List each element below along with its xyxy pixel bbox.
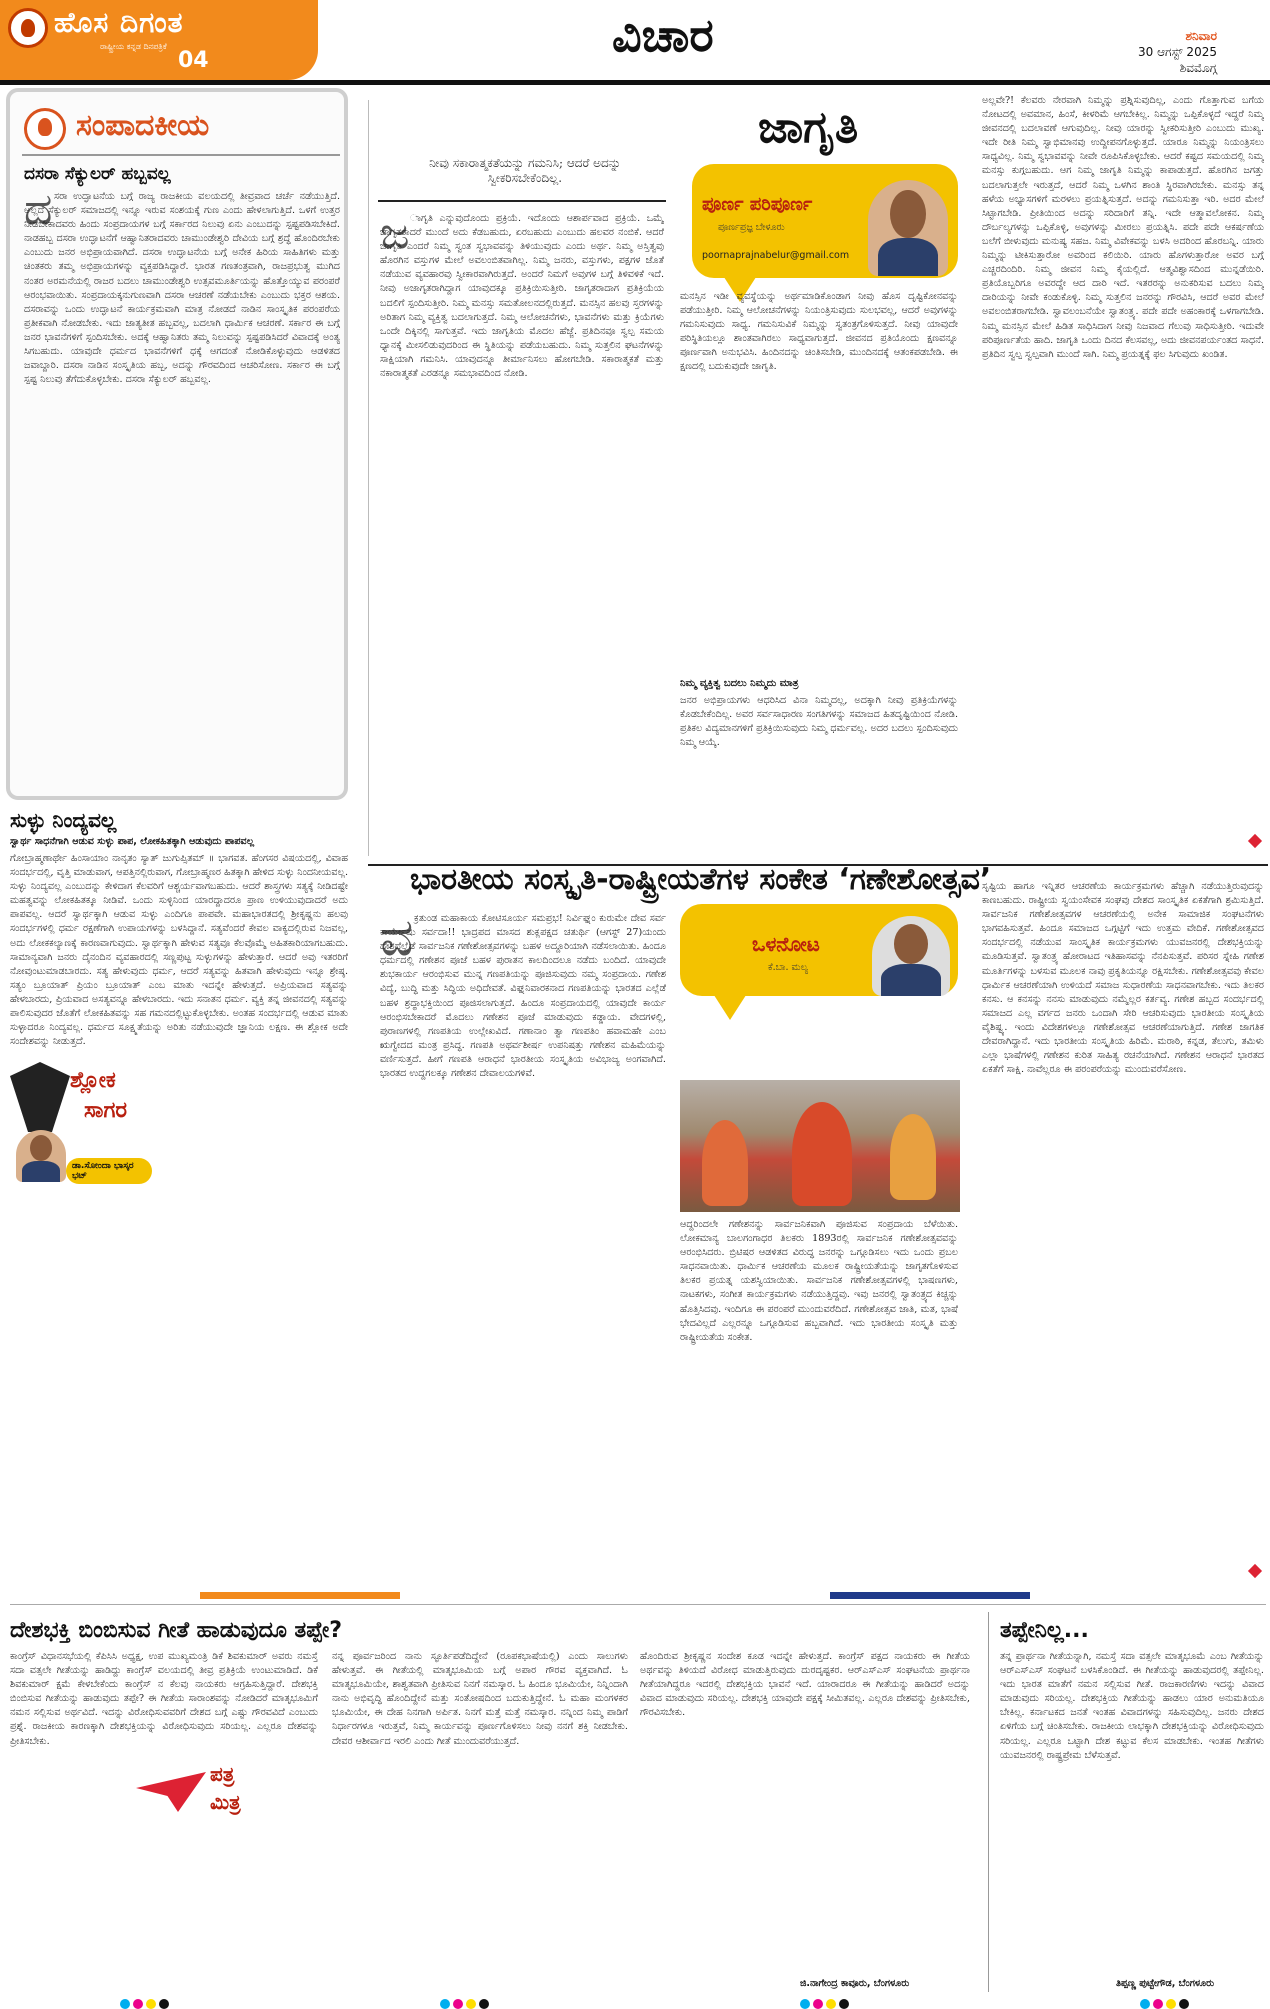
color-bar-blue xyxy=(830,1592,1030,1599)
shloka-subhead: ಸ್ವಾರ್ಥ ಸಾಧನೆಗಾಗಿ ಆಡುವ ಸುಳ್ಳು ಪಾಪ, ಲೋಕಹಿತಕ್ಕಾಗಿ ಆಡುವುದು ಪಾಪವಲ್ಲ xyxy=(10,836,255,847)
jagruti-dropcap: ಜ xyxy=(380,208,410,259)
letters-body-2: ನನ್ನ ಪೂರ್ವಜರಿಂದ ನಾನು ಸ್ಫೂರ್ತಿಪಡೆದಿದ್ದೇನೆ (ರೂಪಕಭಾಷೆಯಲ್ಲಿ) ಎಂದು ಸಾಲುಗಳು ಹೇಳುತ್ತವೆ. ಈ ಗೀತೆಯಲ್ಲಿ ಮಾತೃಭೂಮಿಯ ಬಗ್ಗೆ ಅಪಾರ ಗೌರವ ವ್ಯಕ್ತವಾಗಿದೆ. ಓ ಮಾತೃಭೂಮಿಯೇ, ಶಾಶ್ವತವಾಗಿ ಪ್ರೀತಿಸುವ ನಿನಗೆ ನಮಸ್ಕಾರ. ಓ ಹಿಂದೂ ಭೂಮಿಯೇ, ನಿನ್ನಿಂದಾಗಿ ನಾನು ಅಭಿವೃದ್ಧಿ ಹೊಂದಿದ್ದೇನೆ ಮತ್ತು ಸಂತೋಷದಿಂದ ಬದುಕುತ್ತಿದ್ದೇನೆ. ಓ ಮಹಾ ಮಂಗಳಕರ ಭೂಮಿಯೇ, ಈ ದೇಹ ನಿನಗಾಗಿ ಅರ್ಪಿತ. ನಿನಗೆ ಮತ್ತೆ ಮತ್ತೆ ನಮಸ್ಕಾರ. ನನ್ನಿಂದ ನಿಮ್ಮ ಪಾಡಿಗೆ ನಿರ್ಧಾರಗಳೂ ಇರುತ್ತವೆ, ನಿಮ್ಮ ಕಾರ್ಯವನ್ನು ಪೂರ್ಣಗೊಳಿಸಲು ನೀವು ನನಗೆ ಶಕ್ತಿ ನೀಡಬೇಕು. ದೇವರ ಆಶೀರ್ವಾದ ಇರಲಿ ಎಂದು ಗೀತೆ ಮುಂದುವರೆಯುತ್ತದೆ. xyxy=(332,1651,628,1747)
column-rule xyxy=(988,1612,989,1992)
columnist-label: ಒಳನೋಟ xyxy=(752,932,820,956)
letters-signature: ಜಿ.ನಾಗೇಂದ್ರ ಕಾವೂರು, ಬೆಂಗಳೂರು xyxy=(800,1978,910,1989)
shloka-author: ಡಾ.ಸೋಂದಾ ಭಾಸ್ಕರ ಭಟ್ xyxy=(66,1158,152,1184)
ganesh-headline: ಭಾರತೀಯ ಸಂಸ್ಕೃತಿ-ರಾಷ್ಟ್ರೀಯತೆಗಳ ಸಂಕೇತ ‘ಗಣೇಶೋತ್ಸವ’ xyxy=(410,862,992,897)
jagruti-body-1: ಾಗೃತಿ ಎನ್ನುವುದೊಂದು ಪ್ರಕ್ರಿಯೆ. ಇದೊಂದು ಆಶಾರ್ಪವಾದ ಪ್ರಕ್ರಿಯೆ. ಒಮ್ಮೆ ಜಾಗೃತರಾದರೆ ಮುಂದೆ ಅದು ಕೆಡಬಹುದು, ಏರಬಹುದು ಎಂಬುದು ಹಲವರ ನಂಬಿಕೆ. ಆದರೆ ಜಾಗೃತಿ ಎಂದರೆ ನಿಮ್ಮ ಸ್ವಂತ ಸ್ವಭಾವವನ್ನು ತಿಳಿಯುವುದು ಎಂದು ಅರ್ಥ. ನಿಮ್ಮ ಅಸ್ತಿತ್ವವು ಹೊರಗಿನ ವಸ್ತುಗಳ ಮೇಲೆ ಅವಲಂಬಿತವಾಗಿಲ್ಲ. ನಿಮ್ಮ ಜನರು, ವಸ್ತುಗಳು, ಪಕ್ಷಗಳ ಜೊತೆ ನಡೆಯುವ ವ್ಯವಹಾರವು ಸ್ವೀಕಾರವಾಗಿರುತ್ತದೆ. ಅಂದರೆ ನಿಮಗೆ ಅವುಗಳ ಬಗ್ಗೆ ತಿಳಿವಳಿಕೆ ಇದೆ. ನೀವು ಅಜಾಗೃತರಾಗಿದ್ದಾಗ ಯಾವುದಕ್ಕೂ ಪ್ರತಿಕ್ರಿಯಿಸುತ್ತೀರಿ. ಜಾಗೃತರಾದಾಗ ಪ್ರತಿಕ್ರಿಯೆಯ ಬದಲಿಗೆ ಸ್ಪಂದಿಸುತ್ತೀರಿ. ನಿಮ್ಮ ಮನಸ್ಸು ಸಮತೋಲನದಲ್ಲಿರುತ್ತದೆ. ಮನಸ್ಸಿನ ಹಲವು ಸ್ತರಗಳನ್ನು ಅರಿತಾಗ ನಿಮ್ಮ ವ್ಯಕ್ತಿತ್ವ ಬದಲಾಗುತ್ತದೆ. ನಿಮ್ಮ ಆಲೋಚನೆಗಳು, ಭಾವನೆಗಳು ಮತ್ತು ಕ್ರಿಯೆಗಳು ಒಂದೇ ದಿಕ್ಕಿನಲ್ಲಿ ಸಾಗುತ್ತವೆ. ಇದು ಜಾಗೃತಿಯ ಮೊದಲ ಹೆಜ್ಜೆ. ಪ್ರತಿದಿನವೂ ಸ್ವಲ್ಪ ಸಮಯ ಧ್ಯಾನಕ್ಕೆ ಮೀಸಲಿಡುವುದರಿಂದ ಈ ಸ್ಥಿತಿಯನ್ನು ಪಡೆಯಬಹುದು. ನಿಮ್ಮ ಸುತ್ತಲಿನ ಘಟನೆಗಳನ್ನು ಸಾಕ್ಷಿಯಾಗಿ ಗಮನಿಸಿ. ಯಾವುದನ್ನೂ ತೀರ್ಮಾನಿಸಲು ಹೋಗಬೇಡಿ. ಸಕಾರಾತ್ಮಕತೆ ಮತ್ತು ನಕಾರಾತ್ಮಕತೆ ಎರಡನ್ನೂ ಸಮಭಾವದಿಂದ ನೋಡಿ. xyxy=(380,213,664,380)
registration-dots xyxy=(1140,1994,1192,2009)
ganesh-festival-photo xyxy=(680,1080,960,1212)
editorial-body: ಸರಾ ಉದ್ಘಾಟನೆಯ ಬಗ್ಗೆ ರಾಜ್ಯ ರಾಜಕೀಯ ವಲಯದಲ್ಲಿ ತೀವ್ರವಾದ ಚರ್ಚೆ ನಡೆಯುತ್ತಿದೆ. ಅಲ್ಲದೆ ಸೆಕ್ಯುಲರ್ ಸಮಾಜದಲ್ಲಿ ಇನ್ನೂ ಇರುವ ಸಂಶಯಕ್ಕೆ ಗುಣ ಎಂದು ಹೇಳಲಾಗುತ್ತಿದೆ. ಒಳಗೆ ಉತ್ತರ ನೀಡಬೇಕಾದವರು ಹಿಂದು ಸಂಪ್ರದಾಯಗಳ ಬಗ್ಗೆ ಸರ್ಕಾರದ ನಿಲುವು ಏನು ಎಂಬುದನ್ನು ಸ್ಪಷ್ಟಪಡಿಸಬೇಕಿದೆ. ನಾಡಹಬ್ಬ ದಸರಾ ಉದ್ಘಾಟನೆಗೆ ಆಹ್ವಾನಿತರಾದವರು ಚಾಮುಂಡೇಶ್ವರಿ ದೇವಿಯ ಬಗ್ಗೆ ಶ್ರದ್ಧೆ ಹೊಂದಿರಬೇಕು ಎಂಬುದು ಜನರ ಅಭಿಪ್ರಾಯವಾಗಿದೆ. ದಸರಾ ಉದ್ಘಾಟನೆಯ ಬಗ್ಗೆ ಅನೇಕ ಹಿರಿಯ ಸಾಹಿತಿಗಳು ಮತ್ತು ಚಿಂತಕರು ತಮ್ಮ ಅಭಿಪ್ರಾಯಗಳನ್ನು ವ್ಯಕ್ತಪಡಿಸಿದ್ದಾರೆ. ಭಾರತ ಗಣತಂತ್ರವಾಗಿ, ರಾಜಪ್ರಭುತ್ವ ಮುಗಿದ ನಂತರ ಅರಮನೆಯಲ್ಲಿ ರಾಜರ ಬದಲು ಚಾಮುಂಡೇಶ್ವರಿ ಉತ್ಸವಮೂರ್ತಿಯನ್ನು ಹೊತ್ತೊಯ್ಯುವ ಪರಂಪರೆ ಆರಂಭವಾಯಿತು. ಸಂಪ್ರದಾಯಕ್ಕನುಗುಣವಾಗಿ ದಸರಾ ಆಚರಣೆ ನಡೆಯಬೇಕು ಎಂಬುದು ಭಕ್ತರ ಆಶಯ. ದಸರಾವನ್ನು ಒಂದು ಉದ್ಘಾಟನೆ ಕಾರ್ಯಕ್ರಮವಾಗಿ ಮಾತ್ರ ನೋಡದೆ ನಾಡಿನ ಸಾಂಸ್ಕೃತಿಕ ಪರಂಪರೆಯ ಪ್ರತೀಕವಾಗಿ ನೋಡಬೇಕು. ಇದು ಜಾತ್ಯತೀತ ಹಬ್ಬವಲ್ಲ, ಬದಲಾಗಿ ಧಾರ್ಮಿಕ ಆಚರಣೆ. ಸರ್ಕಾರ ಈ ಬಗ್ಗೆ ಜನರ ಭಾವನೆಗಳಿಗೆ ಸ್ಪಂದಿಸಬೇಕು. ಅದಕ್ಕೆ ಆಹ್ವಾನಿತರು ತಮ್ಮ ನಿಲುವನ್ನು ಸ್ಪಷ್ಟಪಡಿಸಿದರೆ ವಿವಾದಕ್ಕೆ ಅಂತ್ಯ ಸಿಗಬಹುದು. ಯಾವುದೇ ಧರ್ಮದ ಭಾವನೆಗಳಿಗೆ ಧಕ್ಕೆ ಆಗದಂತೆ ನೋಡಿಕೊಳ್ಳುವುದು ಆಡಳಿತದ ಜವಾಬ್ದಾರಿ. ದಸರಾ ನಾಡಿನ ಸಂಸ್ಕೃತಿಯ ಹಬ್ಬ, ಅದನ್ನು ಗೌರವದಿಂದ ಆಚರಿಸೋಣ. ಸರ್ಕಾರ ಈ ಬಗ್ಗೆ ಸ್ಪಷ್ಟ ನಿಲುವು ತೆಗೆದುಕೊಳ್ಳಬೇಕು. ದಸರಾ ಸೆಕ್ಯುಲರ್ ಹಬ್ಬವಲ್ಲ. xyxy=(24,191,340,386)
registration-dots xyxy=(120,1994,172,2009)
shloka-badge-top: ಶ್ಲೋಕ xyxy=(70,1068,116,1093)
columnist-email: poornaprajnabelur@gmail.com xyxy=(702,250,850,261)
idol-figure xyxy=(792,1102,852,1206)
shloka-body-top: ಗೋಬ್ರಾಹ್ಮಣಾರ್ಥೇ ಹಿಂಸಾಯಾಂ ನಾನೃತಂ ಸ್ಯಾತ್ ಜುಗುಪ್ಸಿತಮ್ ॥ ಭಾಗವತ. ಹೆಂಗಸರ ವಿಷಯದಲ್ಲಿ, ವಿವಾಹ ಸಂದರ್ಭದಲ್ಲಿ, ವೃತ್ತಿ ಮಾಡುವಾಗ, ಆಪತ್ತಿನಲ್ಲಿರುವಾಗ, ಗೋಬ್ರಾಹ್ಮಣರ ಹಿತಕ್ಕಾಗಿ ಹೇಳಿದ ಸುಳ್ಳು ನಿಂದನೀಯವಲ್ಲ. ಸುಳ್ಳು ನಿಂದ್ಯವಲ್ಲ ಎಂಬುದನ್ನು ಕೇಳಿದಾಗ ಕೆಲವರಿಗೆ ಆಶ್ಚರ್ಯವಾಗಬಹುದು. ಆದರೆ ಶಾಸ್ತ್ರಗಳು ಸತ್ಯಕ್ಕೆ ನೀಡಿದಷ್ಟೇ ಮಹತ್ವವನ್ನು ಲೋಕಹಿತಕ್ಕೂ ನೀಡಿವೆ. ಒಂದು ಸುಳ್ಳಿನಿಂದ ಯಾರದ್ದಾದರೂ ಪ್ರಾಣ ಉಳಿಯುವುದಾದರೆ ಅದು ಪಾಪವಲ್ಲ. ಆದರೆ ಸ್ವಾರ್ಥಕ್ಕಾಗಿ ಆಡುವ ಸುಳ್ಳು ಎಂದಿಗೂ ಪಾಪವೇ. ಮಹಾಭಾರತದಲ್ಲಿ ಶ್ರೀಕೃಷ್ಣನು ಹಲವು ಸಂದರ್ಭಗಳಲ್ಲಿ ಧರ್ಮ ರಕ್ಷಣೆಗಾಗಿ ಉಪಾಯಗಳನ್ನು ಬಳಸಿದ್ದಾನೆ. ಸತ್ಯವೆಂದರೆ ಕೇವಲ ವಾಕ್ಯದಲ್ಲಿರುವ ನಿಜವಲ್ಲ, ಅದು ಲೋಕಕಲ್ಯಾಣಕ್ಕೆ ಕಾರಣವಾಗುವುದು. ಸ್ವಾರ್ಥಕ್ಕಾಗಿ ಹೇಳುವ ಸತ್ಯವೂ ಕೆಲವೊಮ್ಮೆ ಅಹಿತಕಾರಿಯಾಗಬಹುದು. ಸಾಮಾನ್ಯವಾಗಿ ಜನರು ದೈನಂದಿನ ವ್ಯವಹಾರದಲ್ಲಿ ಸಣ್ಣಪುಟ್ಟ ಸುಳ್ಳುಗಳನ್ನು ಹೇಳುತ್ತಾರೆ. ಆದರೆ ಅವು ಇತರರಿಗೆ ನೋವುಂಟುಮಾಡಬಾರದು. ಸತ್ಯ ಹೇಳುವುದು ಧರ್ಮ, ಆದರೆ ಸತ್ಯವನ್ನು ಹಿತವಾಗಿ ಹೇಳುವುದು ಇನ್ನೂ ಶ್ರೇಷ್ಠ. ಸತ್ಯಂ ಬ್ರೂಯಾತ್ ಪ್ರಿಯಂ ಬ್ರೂಯಾತ್ ಎಂಬ ಮಾತು ಇದನ್ನೇ ಹೇಳುತ್ತದೆ. ಅಪ್ರಿಯವಾದ ಸತ್ಯವನ್ನು ಹೇಳಬಾರದು, ಪ್ರಿಯವಾದ ಅಸತ್ಯವನ್ನೂ ಹೇಳಬಾರದು. ಇದು ಸನಾತನ ಧರ್ಮ. ವ್ಯಕ್ತಿ ತನ್ನ ಜೀವನದಲ್ಲಿ ಸತ್ಯವನ್ನು ಪಾಲಿಸುವುದರ ಜೊತೆಗೆ ಲೋಕಹಿತವನ್ನು ಸಹ ಗಮನದಲ್ಲಿಟ್ಟುಕೊಳ್ಳಬೇಕು. ಅಂತಹ ಸಂದರ್ಭದಲ್ಲಿ ಆಡುವ ಮಾತು ಸುಳ್ಳಾದರೂ ನಿಂದ್ಯವಲ್ಲ. ಧರ್ಮದ ಸೂಕ್ಷ್ಮತೆಯನ್ನು ಅರಿತು ನಡೆಯುವುದೇ ಜ್ಞಾನಿಯ ಲಕ್ಷಣ. ಈ ಶ್ಲೋಕ ಅದೇ ಸಂದೇಶವನ್ನು ನೀಡುತ್ತದೆ. xyxy=(10,853,348,1048)
editorial-headline: ದಸರಾ ಸೆಕ್ಯುಲರ್ ಹಬ್ಬವಲ್ಲ xyxy=(24,164,171,184)
letters-headline: ದೇಶಭಕ್ತಿ ಬಿಂಬಿಸುವ ಗೀತೆ ಹಾಡುವುದೂ ತಪ್ಪೇ? xyxy=(10,1618,342,1643)
jagruti-subhead: ನಿಮ್ಮ ವ್ಯಕ್ತಿತ್ವ ಬದಲು ನಿಮ್ಮದು ಮಾತ್ರ xyxy=(680,678,799,689)
section-title: ವಿಚಾರ xyxy=(612,8,714,62)
registration-dots xyxy=(440,1994,492,2009)
jagruti-title: ಜಾಗೃತಿ xyxy=(758,102,859,153)
registration-dots xyxy=(800,1994,852,2009)
column-rule xyxy=(368,100,369,856)
shloka-badge-bottom: ಸಾಗರ xyxy=(84,1098,127,1123)
jagruti-body-2: ಮನಸ್ಸಿನ ಇಡೀ ವ್ಯವಸ್ಥೆಯನ್ನು ಅರ್ಥಮಾಡಿಕೊಂಡಾಗ ನೀವು ಹೊಸ ದೃಷ್ಟಿಕೋನವನ್ನು ಪಡೆಯುತ್ತೀರಿ. ನಿಮ್ಮ ಆಲೋಚನೆಗಳನ್ನು ನಿಯಂತ್ರಿಸುವುದು ಸುಲಭವಲ್ಲ, ಆದರೆ ಅವುಗಳನ್ನು ಗಮನಿಸುವುದು ಸಾಧ್ಯ. ಗಮನಿಸುವಿಕೆ ನಿಮ್ಮನ್ನು ಸ್ವತಂತ್ರಗೊಳಿಸುತ್ತದೆ. ನೀವು ಯಾವುದೇ ಪರಿಸ್ಥಿತಿಯಲ್ಲೂ ಶಾಂತವಾಗಿರಲು ಸಾಧ್ಯವಾಗುತ್ತದೆ. ಜೀವನದ ಪ್ರತಿಯೊಂದು ಕ್ಷಣವನ್ನೂ ಪೂರ್ಣವಾಗಿ ಅನುಭವಿಸಿ. ಹಿಂದಿನದನ್ನು ಚಿಂತಿಸಬೇಡಿ, ಮುಂದಿನದಕ್ಕೆ ಆತಂಕಪಡಬೇಡಿ. ಈ ಕ್ಷಣದಲ್ಲಿ ಬದುಕುವುದೇ ಜಾಗೃತಿ. xyxy=(680,291,958,373)
jagruti-body-3: ಜನರ ಅಭಿಪ್ರಾಯಗಳು ಆಧರಿಸಿದ ವಿನಾ ನಿಮ್ಮದಲ್ಲ, ಅದಕ್ಕಾಗಿ ನೀವು ಪ್ರತಿಕ್ರಿಯೆಗಳನ್ನು ಕೊಡಬೇಕೆಂದಿಲ್ಲ. ಅವರ ಸರ್ವಸಾಧಾರಣ ಸಂಗತಿಗಳನ್ನು ಸಮಾಜದ ಹಿತದೃಷ್ಟಿಯಿಂದ ನೋಡಿ. ಪ್ರತಿಕಲ ವಿದ್ಯಮಾನಗಳಿಗೆ ಪ್ರತಿಕ್ರಿಯಿಸುವುದು ನಿಮ್ಮ ಧರ್ಮವಲ್ಲ. ಅದರ ಬದಲು ಸ್ಪಂದಿಸುವುದು ನಿಮ್ಮ ಆಯ್ಕೆ. xyxy=(680,695,958,749)
columnist-label: ಪೂರ್ಣ ಪರಿಪೂರ್ಣ xyxy=(702,194,813,215)
letters-badge-bottom: ಮಿತ್ರ xyxy=(210,1790,241,1814)
divider xyxy=(10,1604,1266,1605)
letters-right-body: ತನ್ನ ಪ್ರಾರ್ಥನಾ ಗೀತೆಯನ್ನಾಗಿ, ನಮಸ್ತೆ ಸದಾ ವತ್ಸಲೇ ಮಾತೃಭೂಮೆ ಎಂಬ ಗೀತೆಯನ್ನು ಆರ್‌ಎಸ್‌ಎಸ್ ಸಂಘಟನೆ ಬಳಸಿಕೊಂಡಿದೆ. ಈ ಗೀತೆಯನ್ನು ಹಾಡುವುದರಲ್ಲಿ ತಪ್ಪೇನಿಲ್ಲ. ಇದು ಭಾರತ ಮಾತೆಗೆ ನಮನ ಸಲ್ಲಿಸುವ ಗೀತೆ. ರಾಜಕಾರಣಿಗಳು ಇದನ್ನು ವಿವಾದ ಮಾಡುವುದು ಸರಿಯಲ್ಲ. ದೇಶಭಕ್ತಿಯ ಗೀತೆಯನ್ನು ಹಾಡಲು ಯಾರ ಅನುಮತಿಯೂ ಬೇಕಿಲ್ಲ. ಕರ್ನಾಟಕದ ಜನತೆ ಇಂತಹ ವಿವಾದಗಳನ್ನು ಸಹಿಸುವುದಿಲ್ಲ. ಜನರು ದೇಶದ ಏಳಿಗೆಯ ಬಗ್ಗೆ ಚಿಂತಿಸಬೇಕು. ರಾಜಕೀಯ ಲಾಭಕ್ಕಾಗಿ ದೇಶಭಕ್ತಿಯನ್ನು ವಿರೋಧಿಸುವುದು ಸರಿಯಲ್ಲ. ಎಲ್ಲರೂ ಒಟ್ಟಾಗಿ ದೇಶ ಕಟ್ಟುವ ಕೆಲಸ ಮಾಡಬೇಕು. ಇಂತಹ ಗೀತೆಗಳು ಯುವಜನರಲ್ಲಿ ರಾಷ್ಟ್ರಪ್ರೇಮ ಬೆಳೆಸುತ್ತವೆ. xyxy=(1000,1651,1264,1761)
divider xyxy=(22,154,340,156)
masthead-rule xyxy=(0,80,1270,85)
date: 30 ಆಗಸ್ಟ್ 2025 xyxy=(1138,45,1217,59)
letters-right-headline: ತಪ್ಪೇನಿಲ್ಲ... xyxy=(1000,1618,1089,1643)
ganesh-dropcap: ವ xyxy=(380,908,414,968)
editorial-emblem-icon xyxy=(24,108,66,150)
dateline xyxy=(1138,28,1217,76)
ganesh-body-3: ಸೃಷ್ಟಿಯ ಹಾಗೂ ಇನ್ನಿತರ ಆಚರಣೆಯ ಕಾರ್ಯಕ್ರಮಗಳು ಹೆಚ್ಚಾಗಿ ನಡೆಯುತ್ತಿರುವುದನ್ನು ಕಾಣಬಹುದು. ರಾಷ್ಟ್ರೀಯ ಸ್ವಯಂಸೇವಕ ಸಂಘವು ದೇಶದ ಸಾಂಸ್ಕೃತಿಕ ಏಕತೆಗಾಗಿ ಶ್ರಮಿಸುತ್ತಿದೆ. ಸಾರ್ವಜನಿಕ ಗಣೇಶೋತ್ಸವಗಳ ಆಚರಣೆಯಲ್ಲಿ ಅನೇಕ ಸಾಮಾಜಿಕ ಸಂಘಟನೆಗಳು ಭಾಗವಹಿಸುತ್ತವೆ. ಹಿಂದೂ ಸಮಾಜದ ಒಗ್ಗಟ್ಟಿಗೆ ಇದು ಉತ್ತಮ ವೇದಿಕೆ. ಗಣೇಶೋತ್ಸವದ ಸಂದರ್ಭದಲ್ಲಿ ನಡೆಯುವ ಸಾಂಸ್ಕೃತಿಕ ಕಾರ್ಯಕ್ರಮಗಳು ಯುವಜನರಲ್ಲಿ ದೇಶಭಕ್ತಿಯನ್ನು ಮೂಡಿಸುತ್ತವೆ. ಸ್ವಾತಂತ್ರ್ಯ ಹೋರಾಟದ ಇತಿಹಾಸವನ್ನು ನೆನಪಿಸುತ್ತವೆ. ಪರಿಸರ ಸ್ನೇಹಿ ಗಣೇಶ ಮೂರ್ತಿಗಳನ್ನು ಬಳಸುವ ಮೂಲಕ ನಾವು ಪ್ರಕೃತಿಯನ್ನೂ ರಕ್ಷಿಸಬೇಕು. ಗಣೇಶೋತ್ಸವವು ಕೇವಲ ಧಾರ್ಮಿಕ ಆಚರಣೆಯಾಗಿ ಉಳಿಯದೆ ಸಮಾಜ ಸುಧಾರಣೆಯ ಸಾಧನವಾಗಬೇಕು. ಇದು ತಿಲಕರ ಕನಸು. ಆ ಕನಸನ್ನು ನನಸು ಮಾಡುವುದು ನಮ್ಮೆಲ್ಲರ ಕರ್ತವ್ಯ. ಗಣೇಶ ಹಬ್ಬದ ಸಂದರ್ಭದಲ್ಲಿ ಸಮಾಜದ ಎಲ್ಲ ವರ್ಗದ ಜನರು ಒಂದಾಗಿ ಸೇರಿ ಆಚರಿಸುವುದು ಭಾರತೀಯ ಸಂಸ್ಕೃತಿಯ ವೈಶಿಷ್ಟ್ಯ. ಇಂದು ವಿದೇಶಗಳಲ್ಲೂ ಗಣೇಶೋತ್ಸವ ಆಚರಣೆಯಾಗುತ್ತಿದೆ. ಗಣೇಶ ಜಾಗತಿಕ ದೇವರಾಗಿದ್ದಾನೆ. ಇದು ಭಾರತೀಯ ಸಂಸ್ಕೃತಿಯ ಹಿರಿಮೆ. ಮರಾಠಿ, ಕನ್ನಡ, ತೆಲುಗು, ತಮಿಳು ಎಲ್ಲಾ ಭಾಷೆಗಳಲ್ಲಿ ಗಣೇಶನ ಕುರಿತ ಸಾಹಿತ್ಯ ರಚನೆಯಾಗಿದೆ. ಗಣೇಶನ ಆರಾಧನೆ ಭಾರತದ ಏಕತೆಗೆ ಸಾಕ್ಷಿ. ನಾವೆಲ್ಲರೂ ಈ ಪರಂಪರೆಯನ್ನು ಮುಂದುವರೆಸೋಣ. xyxy=(982,881,1264,1076)
columnist-author: ಪೂರ್ಣಪ್ರಜ್ಞ ಬೇಳೂರು xyxy=(718,222,785,233)
editorial-dropcap: ದ xyxy=(24,184,53,235)
divider xyxy=(378,200,666,202)
columnist-photo xyxy=(868,180,948,276)
brand-logo-block xyxy=(0,0,318,80)
edition-city: ಶಿವಮೊಗ್ಗ xyxy=(1179,61,1217,75)
jagruti-pull-quote: ನೀವು ಸಕಾರಾತ್ಮಕತೆಯನ್ನು ಗಮನಿಸಿ; ಆದರೆ ಅದನ್ನು ಸ್ವೀಕರಿಸಬೇಕೆಂದಿಲ್ಲ. xyxy=(429,156,621,185)
columnist-photo xyxy=(872,916,950,996)
editorial-label: ಸಂಪಾದಕೀಯ xyxy=(76,108,210,143)
idol-figure xyxy=(890,1114,936,1200)
letters-right-signature: ತಿಪ್ಪಣ್ಣ ಪುಟ್ಟೇಗೌಡ, ಬೆಂಗಳೂರು xyxy=(1116,1978,1215,1989)
callout-tail xyxy=(712,992,748,1020)
ganesh-body-1: ಕ್ರತುಂಡ ಮಹಾಕಾಯ ಕೋಟಿಸೂರ್ಯ ಸಮಪ್ರಭ! ನಿರ್ವಿಘ್ನಂ ಕುರುಮೇ ದೇವ ಸರ್ವ ಕಾರ್ಯೇಷು ಸರ್ವದಾ!! ಭಾದ್ರಪದ ಮಾಸದ ಶುಕ್ಲಪಕ್ಷದ ಚತುರ್ಥಿ (ಆಗಸ್ಟ್ 27)ಯಂದು ದೇಶದೆಲ್ಲೆಡೆ ಸಾರ್ವಜನಿಕ ಗಣೇಶೋತ್ಸವಗಳನ್ನು ಬಹಳ ಅದ್ದೂರಿಯಾಗಿ ನಡೆಸಲಾಯಿತು. ಹಿಂದೂ ಧರ್ಮದಲ್ಲಿ ಗಣೇಶನ ಪೂಜೆ ಬಹಳ ಪುರಾತನ ಕಾಲದಿಂದಲೂ ನಡೆದು ಬಂದಿದೆ. ಯಾವುದೇ ಶುಭಕಾರ್ಯ ಆರಂಭಿಸುವ ಮುನ್ನ ಗಣಪತಿಯನ್ನು ಪೂಜಿಸುವುದು ನಮ್ಮ ಸಂಪ್ರದಾಯ. ಗಣೇಶ ವಿದ್ಯೆ, ಬುದ್ಧಿ ಮತ್ತು ಸಿದ್ಧಿಯ ಅಧಿದೇವತೆ. ವಿಘ್ನನಿವಾರಕನಾದ ಗಣಪತಿಯನ್ನು ಭಾರತದ ಎಲ್ಲೆಡೆ ಬಹಳ ಶ್ರದ್ಧಾಭಕ್ತಿಯಿಂದ ಪೂಜಿಸಲಾಗುತ್ತದೆ. ಹಿಂದೂ ಸಂಪ್ರದಾಯದಲ್ಲಿ ಯಾವುದೇ ಕಾರ್ಯ ಆರಂಭಿಸಬೇಕಾದರೆ ಮೊದಲು ಗಣೇಶನ ಪೂಜೆ ಮಾಡುವುದು ಕಡ್ಡಾಯ. ವೇದಗಳಲ್ಲಿ, ಪುರಾಣಗಳಲ್ಲಿ ಗಣಪತಿಯ ಉಲ್ಲೇಖವಿದೆ. ಗಣಾನಾಂ ತ್ವಾ ಗಣಪತಿಂ ಹವಾಮಹೇ ಎಂಬ ಋಗ್ವೇದದ ಮಂತ್ರ ಪ್ರಸಿದ್ಧ. ಗಣಪತಿ ಅಥರ್ವಶೀರ್ಷ ಉಪನಿಷತ್ತು ಗಣೇಶನ ಮಹಿಮೆಯನ್ನು ವರ್ಣಿಸುತ್ತದೆ. ಹೀಗೆ ಗಣಪತಿ ಆರಾಧನೆ ಭಾರತೀಯ ಸಂಸ್ಕೃತಿಯ ಅವಿಭಾಜ್ಯ ಅಂಗವಾಗಿದೆ. ಭಾರತದ ಉದ್ದಗಲಕ್ಕೂ ಗಣೇಶನ ದೇವಾಲಯಗಳಿವೆ. xyxy=(380,913,666,1080)
ganesh-body-2: ಆದ್ದರಿಂದಲೇ ಗಣೇಶನನ್ನು ಸಾರ್ವಜನಿಕವಾಗಿ ಪೂಜಿಸುವ ಸಂಪ್ರದಾಯ ಬೆಳೆಯಿತು. ಲೋಕಮಾನ್ಯ ಬಾಲಗಂಗಾಧರ ತಿಲಕರು 1893ರಲ್ಲಿ ಸಾರ್ವಜನಿಕ ಗಣೇಶೋತ್ಸವವನ್ನು ಆರಂಭಿಸಿದರು. ಬ್ರಿಟಿಷರ ಆಡಳಿತದ ವಿರುದ್ಧ ಜನರನ್ನು ಒಗ್ಗೂಡಿಸಲು ಇದು ಒಂದು ಪ್ರಬಲ ಸಾಧನವಾಯಿತು. ಧಾರ್ಮಿಕ ಆಚರಣೆಯ ಮೂಲಕ ರಾಷ್ಟ್ರೀಯತೆಯನ್ನು ಜಾಗೃತಗೊಳಿಸುವ ತಿಲಕರ ಪ್ರಯತ್ನ ಯಶಸ್ವಿಯಾಯಿತು. ಸಾರ್ವಜನಿಕ ಗಣೇಶೋತ್ಸವಗಳಲ್ಲಿ ಭಾಷಣಗಳು, ನಾಟಕಗಳು, ಸಂಗೀತ ಕಾರ್ಯಕ್ರಮಗಳು ನಡೆಯುತ್ತಿದ್ದವು. ಇವು ಜನರಲ್ಲಿ ಸ್ವಾತಂತ್ರ್ಯದ ಕಿಚ್ಚನ್ನು ಹೊತ್ತಿಸಿದವು. ಇಂದಿಗೂ ಈ ಪರಂಪರೆ ಮುಂದುವರೆದಿದೆ. ಗಣೇಶೋತ್ಸವ ಜಾತಿ, ಮತ, ಭಾಷೆ ಭೇದವಿಲ್ಲದೆ ಎಲ್ಲರನ್ನೂ ಒಗ್ಗೂಡಿಸುವ ಹಬ್ಬವಾಗಿದೆ. ಇದು ಭಾರತೀಯ ಸಂಸ್ಕೃತಿ ಮತ್ತು ರಾಷ್ಟ್ರೀಯತೆಯ ಸಂಕೇತ. xyxy=(680,1219,958,1343)
paper-tagline: ರಾಷ್ಟ್ರೀಯ ಕನ್ನಡ ದಿನಪತ್ರಿಕೆ xyxy=(100,42,167,51)
jagruti-body-4: ಅಲ್ಲವೇ?! ಕೆಲವರು ನೇರವಾಗಿ ನಿಮ್ಮನ್ನು ಪ್ರಶ್ನಿಸುವುದಿಲ್ಲ, ಎಂದು ಗೊತ್ತಾಗುವ ಬಗೆಯ ನೋಟದಲ್ಲಿ ಅವಮಾನ, ಹಿಂಸೆ, ಕೀಳರಿಮೆ ಆಗಬೇಕಿಲ್ಲ. ನಿಮ್ಮನ್ನು ಒಪ್ಪಿಕೊಳ್ಳದೆ ಇದ್ದರೆ ನಿಮ್ಮ ಜೀವನದಲ್ಲಿ ಬದಲಾವಣೆ ಆಗುವುದಿಲ್ಲ. ನೀವು ಯಾರನ್ನು ಸ್ವೀಕರಿಸುತ್ತೀರಿ ಎಂಬುದು ಮುಖ್ಯ. ಇದೇ ರೀತಿ ನಿಮ್ಮ ಸ್ವಾಭಿಮಾನವು ಉದ್ದೀಪನಗೊಳ್ಳುತ್ತದೆ. ಯಾರೂ ನಿಮ್ಮನ್ನು ನಿಯಂತ್ರಿಸಲು ಸಾಧ್ಯವಿಲ್ಲ. ನಿಮ್ಮ ಸ್ವಭಾವವನ್ನು ನೀವೇ ರೂಪಿಸಿಕೊಳ್ಳಬೇಕು. ಆದರೆ ಕಷ್ಟದ ಸಮಯದಲ್ಲಿ ನಿಮ್ಮ ಮನಸ್ಸು ಕುಗ್ಗಬಹುದು. ಆಗ ನಿಮ್ಮ ಜಾಗೃತಿ ನಿಮ್ಮನ್ನು ಕಾಪಾಡುತ್ತದೆ. ಹೊರಗಿನ ಜಗತ್ತು ಬದಲಾಗುತ್ತಲೇ ಇರುತ್ತದೆ, ಆದರೆ ನಿಮ್ಮ ಒಳಗಿನ ಶಾಂತಿ ಸ್ಥಿರವಾಗಿರಬೇಕು. ಮನಸ್ಸು ತನ್ನ ಹಳೆಯ ಅಭ್ಯಾಸಗಳಿಗೆ ಮರಳಲು ಪ್ರಯತ್ನಿಸುತ್ತದೆ. ಅದನ್ನು ಗಮನಿಸುತ್ತಾ ಇರಿ. ಅದರ ಮೇಲೆ ಸಿಟ್ಟಾಗಬೇಡಿ. ಪ್ರೀತಿಯಿಂದ ಅದನ್ನು ಸರಿದಾರಿಗೆ ತನ್ನಿ. ಇದೇ ಆತ್ಮಾವಲೋಕನ. ನಿಮ್ಮ ದೌರ್ಬಲ್ಯಗಳನ್ನು ಒಪ್ಪಿಕೊಳ್ಳಿ, ಅವುಗಳನ್ನು ಮೀರಲು ಪ್ರಯತ್ನಿಸಿ. ಪದೇ ಪದೇ ಆಕರ್ಷಣೆಯ ಬಲೆಗೆ ಬೀಳುವುದು ಮನುಷ್ಯ ಸಹಜ. ನಿಮ್ಮ ವಿವೇಕವನ್ನು ಬಳಸಿ ಅದರಿಂದ ಹೊರಬನ್ನಿ. ಯಾರು ನಿಮ್ಮನ್ನು ಟೀಕಿಸುತ್ತಾರೋ ಅವರಿಂದ ಕಲಿಯಿರಿ. ಯಾರು ಹೊಗಳುತ್ತಾರೋ ಅವರ ಬಗ್ಗೆ ಎಚ್ಚರದಿಂದಿರಿ. ನಿಮ್ಮ ಜೀವನ ನಿಮ್ಮ ಕೈಯಲ್ಲಿದೆ. ಆತ್ಮವಿಶ್ವಾಸದಿಂದ ಮುನ್ನಡೆಯಿರಿ. ಪ್ರತಿಯೊಬ್ಬರಿಗೂ ಅವರದ್ದೇ ಆದ ದಾರಿ ಇದೆ. ಇತರರನ್ನು ಅನುಕರಿಸುವ ಬದಲು ನಿಮ್ಮ ದಾರಿಯನ್ನು ನೀವೇ ಕಂಡುಕೊಳ್ಳಿ. ನಿಮ್ಮ ಸುತ್ತಲಿನ ಜನರನ್ನು ಗೌರವಿಸಿ, ಆದರೆ ಅವರ ಮೇಲೆ ಅವಲಂಬಿತರಾಗಬೇಡಿ. ಸ್ವಾವಲಂಬನೆಯೇ ಸ್ವಾತಂತ್ರ್ಯ. ಪದೇ ಪದೇ ಅಹಂಕಾರಕ್ಕೆ ಒಳಗಾಗಬೇಡಿ. ನಿಮ್ಮ ಮನಸ್ಸಿನ ಮೇಲೆ ಹಿಡಿತ ಸಾಧಿಸಿದಾಗ ನೀವು ನಿಜವಾದ ಗೆಲುವು ಸಾಧಿಸುತ್ತೀರಿ. ಇದುವೇ ಪರಿಪೂರ್ಣತೆಯ ಹಾದಿ. ಜಾಗೃತಿ ಒಂದು ದಿನದ ಕೆಲಸವಲ್ಲ, ಅದು ಜೀವನಪರ್ಯಂತದ ಸಾಧನೆ. ಪ್ರತಿದಿನ ಸ್ವಲ್ಪ ಸ್ವಲ್ಪವಾಗಿ ಮುಂದೆ ಸಾಗಿ. ನಿಮ್ಮ ಪ್ರಯತ್ನಕ್ಕೆ ಫಲ ಸಿಗುವುದು ಖಂಡಿತ. xyxy=(982,95,1264,360)
letters-body-1: ಕಾಂಗ್ರೆಸ್ ವಿಧಾನಸಭೆಯಲ್ಲಿ ಕೆಪಿಸಿಸಿ ಅಧ್ಯಕ್ಷ, ಉಪ ಮುಖ್ಯಮಂತ್ರಿ ಡಿಕೆ ಶಿವಕುಮಾರ್ ಅವರು ನಮಸ್ತೆ ಸದಾ ವತ್ಸಲೇ ಗೀತೆಯನ್ನು ಹಾಡಿದ್ದು ಕಾಂಗ್ರೆಸ್ ವಲಯದಲ್ಲಿ ತೀವ್ರ ಪ್ರತಿಕ್ರಿಯೆ ಉಂಟುಮಾಡಿದೆ. ಡಿಕೆ ಶಿವಕುಮಾರ್ ಕ್ಷಮೆ ಕೇಳಬೇಕೆಂದು ಕಾಂಗ್ರೆಸ್ ನ ಕೆಲವು ನಾಯಕರು ಆಗ್ರಹಿಸುತ್ತಿದ್ದಾರೆ. ದೇಶಭಕ್ತಿ ಬಿಂಬಿಸುವ ಗೀತೆಯನ್ನು ಹಾಡುವುದು ತಪ್ಪೇ? ಈ ಗೀತೆಯ ಸಾರಾಂಶವನ್ನು ನೋಡಿದರೆ ಮಾತೃಭೂಮಿಗೆ ನಮನ ಸಲ್ಲಿಸುವ ಅರ್ಥವಿದೆ. ಇದನ್ನು ವಿರೋಧಿಸುವವರಿಗೆ ದೇಶದ ಬಗ್ಗೆ ಎಷ್ಟು ಗೌರವವಿದೆ ಎಂಬುದು ಪ್ರಶ್ನೆ. ರಾಜಕೀಯ ಕಾರಣಕ್ಕಾಗಿ ದೇಶಭಕ್ತಿಯನ್ನು ವಿರೋಧಿಸುವುದು ಸರಿಯಲ್ಲ. ಎಲ್ಲರೂ ದೇಶವನ್ನು ಪ್ರೀತಿಸಬೇಕು. xyxy=(10,1651,318,1747)
letters-badge-top: ಪತ್ರ xyxy=(210,1762,235,1786)
page-number: 04 xyxy=(178,48,209,73)
paper-name: ಹೊಸ ದಿಗಂತ xyxy=(54,6,184,39)
idol-figure xyxy=(702,1120,748,1206)
shloka-headline: ಸುಳ್ಳು ನಿಂದ್ಯವಲ್ಲ xyxy=(10,808,117,832)
color-bar-orange xyxy=(200,1592,400,1599)
columnist-author: ಕೆ.ಬಾ. ಮಲ್ಯ xyxy=(768,962,809,973)
brand-emblem-icon xyxy=(8,8,48,48)
letters-body-3: ಹೊಂದಿರುವ ಶ್ರೀಕೃಷ್ಣನ ಸಂದೇಶ ಕೂಡ ಇದನ್ನೇ ಹೇಳುತ್ತದೆ. ಕಾಂಗ್ರೆಸ್ ಪಕ್ಷದ ನಾಯಕರು ಈ ಗೀತೆಯ ಅರ್ಥವನ್ನು ತಿಳಿಯದೆ ವಿರೋಧ ಮಾಡುತ್ತಿರುವುದು ದುರದೃಷ್ಟಕರ. ಆರ್‌ಎಸ್‌ಎಸ್ ಸಂಘಟನೆಯ ಪ್ರಾರ್ಥನಾ ಗೀತೆಯಾಗಿದ್ದರೂ ಇದರಲ್ಲಿ ದೇಶಭಕ್ತಿಯ ಭಾವನೆ ಇದೆ. ಯಾರಾದರೂ ಈ ಗೀತೆಯನ್ನು ಹಾಡಿದರೆ ಅದನ್ನು ವಿವಾದ ಮಾಡುವುದು ಸರಿಯಲ್ಲ. ದೇಶಭಕ್ತಿ ಯಾವುದೇ ಪಕ್ಷಕ್ಕೆ ಸೀಮಿತವಲ್ಲ. ಎಲ್ಲರೂ ದೇಶವನ್ನು ಪ್ರೀತಿಸಬೇಕು, ಗೌರವಿಸಬೇಕು. xyxy=(640,1651,970,1719)
day-name: ಶನಿವಾರ xyxy=(1185,29,1217,43)
